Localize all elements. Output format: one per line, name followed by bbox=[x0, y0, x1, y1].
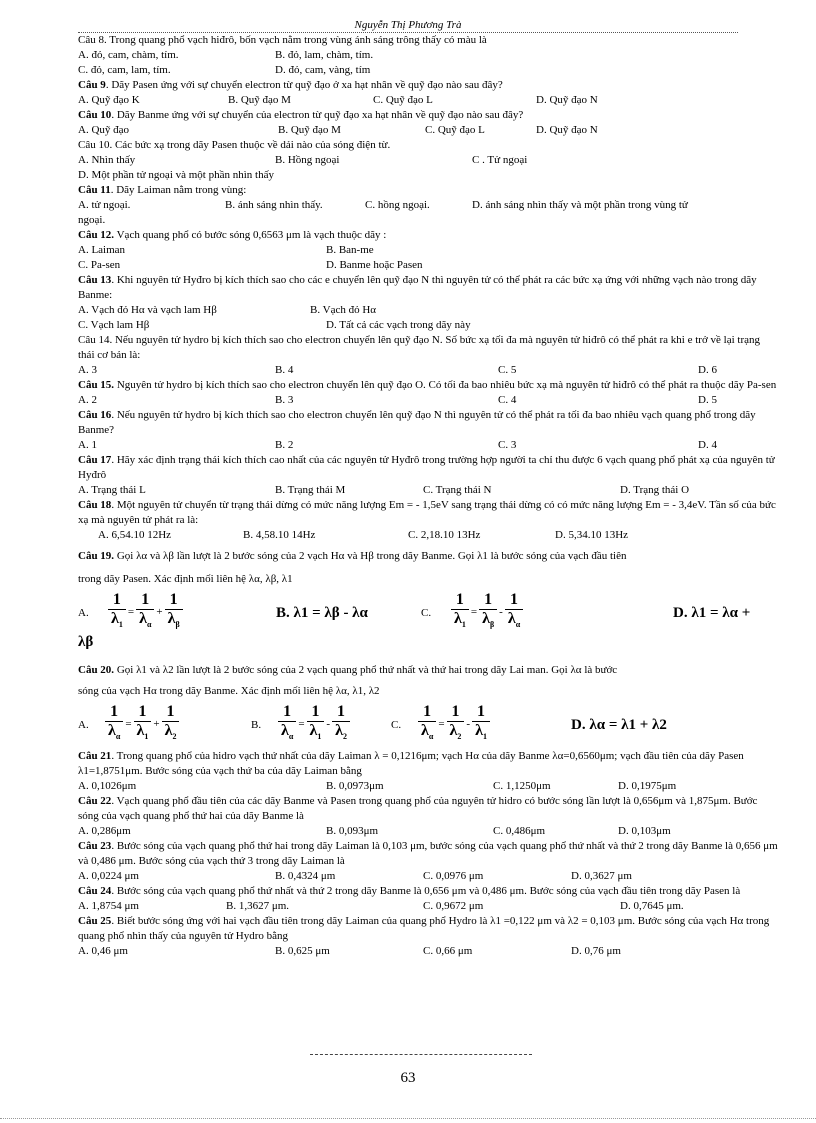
q16-option-a: A. 1 bbox=[78, 439, 97, 451]
q23-option-b: B. 0,4324 μm bbox=[275, 870, 336, 882]
q10-option-b: B. Quỹ đạo M bbox=[278, 124, 341, 136]
page-number: 63 bbox=[400, 1070, 416, 1086]
q18-text: . Một nguyên tử chuyển từ trạng thái dừng có mức năng lượng Em = - 1,5eV sang trạng thái dừng có có mức năng lượng Em = - 3,4eV. Tần số của bức xạ mà nguyên tử phát ra là: bbox=[78, 499, 776, 526]
q13-text: . Khi nguyên tử Hyđro bị kích thích sao cho các e chuyển lên quỹ đạo N thì nguyên tử có thể phát ra các bức xạ ứng với những vạch nào trong dãy Banme: bbox=[78, 274, 757, 301]
q13-option-c: C. Vạch lam Hβ bbox=[78, 319, 150, 331]
q21-label: Câu 21 bbox=[78, 750, 112, 762]
q25-option-c: C. 0,66 μm bbox=[423, 945, 473, 957]
question-8: Câu 8. Trong quang phổ vạch hiđrô, bốn vạch nằm trong vùng ánh sáng trông thấy có màu là bbox=[78, 34, 487, 46]
q25-label: Câu 25 bbox=[78, 915, 112, 927]
q16-label: Câu 16 bbox=[78, 409, 112, 421]
q21-text: . Trong quang phổ của hidro vạch thứ nhất của dãy Laiman λ = 0,1216μm; vạch Hα của dãy Banme λα=0,6560μm; vạch đầu tiên của dãy Pasen λ1=1,8751μm. Bước sóng của vạch thứ ba của dãy Laiman bằng bbox=[78, 750, 744, 777]
q18-option-c: C. 2,18.10 13Hz bbox=[408, 529, 481, 541]
question-10 bbox=[78, 108, 778, 123]
q20-options bbox=[78, 705, 778, 745]
q23-option-d: D. 0,3627 μm bbox=[571, 870, 632, 882]
q21-option-d: D. 0,1975μm bbox=[618, 780, 677, 792]
question-17 bbox=[78, 453, 778, 483]
q15-option-d: D. 5 bbox=[698, 394, 717, 406]
question-12 bbox=[78, 228, 778, 243]
q14-option-d: D. 6 bbox=[698, 364, 717, 376]
q11-label: Câu 11 bbox=[78, 184, 111, 196]
q25-option-a: A. 0,46 μm bbox=[78, 945, 128, 957]
footer-divider bbox=[310, 1054, 532, 1055]
q24-text: . Bước sóng của vạch quang phổ thứ nhất và thứ 2 trong dãy Banme là 0,656 μm và 0,486 μm. Bước sóng của vạch đầu tiên trong dãy Pasen là bbox=[111, 885, 741, 897]
q11-option-b: B. ánh sáng nhìn thấy. bbox=[225, 199, 323, 211]
q15-option-b: B. 3 bbox=[275, 394, 294, 406]
q21-option-b: B. 0,0973μm bbox=[326, 780, 384, 792]
q9-option-d: D. Quỹ đạo N bbox=[536, 94, 598, 106]
q11-option-d: D. ánh sáng nhìn thấy và một phần trong vùng tử bbox=[472, 199, 688, 211]
q10b-option-b: B. Hồng ngoại bbox=[275, 154, 340, 166]
q9-text: . Dãy Pasen ứng với sự chuyển electron từ quỹ đạo ở xa hạt nhân về quỹ đạo nào sau đây? bbox=[105, 79, 503, 91]
q16-option-c: C. 3 bbox=[498, 439, 517, 451]
question-22 bbox=[78, 794, 778, 824]
question-23 bbox=[78, 839, 778, 869]
q12-text: Vạch quang phổ có bước sóng 0,6563 μm là vạch thuộc dãy : bbox=[114, 229, 387, 241]
q19-formula-a: $\frac{1}{\lambda_1}$ = $\frac{1}{\lambda_\alpha}$ + $\frac{1}{\lambda_\beta}$ bbox=[106, 591, 276, 634]
q19-option-c: C. bbox=[421, 606, 432, 619]
q12-label: Câu 12. bbox=[78, 229, 115, 241]
q8-option-d: D. đỏ, cam, vàng, tím bbox=[275, 64, 371, 76]
q24-option-d: D. 0,7645 μm. bbox=[620, 900, 684, 912]
q13-label: Câu 13 bbox=[78, 274, 112, 286]
q15-text: Nguyên tử hydro bị kích thích sao cho electron chuyển lên quỹ đạo O. Có tối đa bao nhiêu bức xạ mà nguyên tử hiđrô có thể phát ra thuộc dãy Pa-sen bbox=[114, 379, 777, 391]
q20-text2: sóng của vạch Hα trong dãy Banme. Xác định mối liên hệ λα, λ1, λ2 bbox=[78, 685, 380, 697]
q13-option-d: D. Tất cả các vạch trong dãy này bbox=[326, 319, 471, 331]
q17-option-c: C. Trạng thái N bbox=[423, 484, 492, 496]
q10-option-a: A. Quỹ đạo bbox=[78, 124, 130, 136]
q10-label: Câu 10 bbox=[78, 109, 112, 121]
q15-option-c: C. 4 bbox=[498, 394, 517, 406]
q12-option-b: B. Ban-me bbox=[326, 244, 374, 256]
q19-formula-c: $\frac{1}{\lambda_1}$ = $\frac{1}{\lambda_\beta}$ - $\frac{1}{\lambda_\alpha}$ bbox=[449, 591, 673, 634]
q10-text: . Dãy Banme ứng với sự chuyển của electron từ quỹ đạo xa hạt nhân về quỹ đạo nào sau đây? bbox=[111, 109, 524, 121]
q9-option-b: B. Quỹ đạo M bbox=[228, 94, 291, 106]
q20-option-d: D. λα = λ1 + λ2 bbox=[571, 716, 667, 733]
q12-option-d: D. Banme hoặc Pasen bbox=[326, 259, 423, 271]
bottom-border bbox=[0, 1118, 816, 1119]
q13-option-a: A. Vạch đỏ Hα và vạch lam Hβ bbox=[78, 304, 217, 316]
q10b-option-a: A. Nhìn thấy bbox=[78, 154, 136, 166]
q19-text1: Gọi λα và λβ lần lượt là 2 bước sóng của 2 vạch Hα và Hβ trong dãy Banme. Gọi λ1 là bước sóng của vạch đầu tiên bbox=[114, 550, 627, 562]
q23-option-c: C. 0,0976 μm bbox=[423, 870, 484, 882]
q18-option-a: A. 6,54.10 12Hz bbox=[98, 529, 172, 541]
q22-option-c: C. 0,486μm bbox=[493, 825, 546, 837]
q11-option-c: C. hồng ngoại. bbox=[365, 199, 430, 211]
q12-option-a: A. Laiman bbox=[78, 244, 126, 256]
q16-option-b: B. 2 bbox=[275, 439, 294, 451]
q22-text: . Vạch quang phổ đầu tiên của các dãy Banme và Pasen trong quang phổ của nguyên tử hidro có bước sóng lần lượt là 0,656μm và 1,875μm. Bước sóng của vạch quang phổ thứ hai của dãy Banme là bbox=[78, 795, 758, 822]
q19-label: Câu 19. bbox=[78, 550, 115, 562]
question-11 bbox=[78, 183, 778, 198]
q25-option-b: B. 0,625 μm bbox=[275, 945, 330, 957]
q23-text: . Bước sóng của vạch quang phổ thứ hai trong dãy Laiman là 0,103 μm, bước sóng của vạch quang phổ thứ nhất và thứ 2 trong dãy Banme là 0,656 μm và 0,486 μm. Bước sóng của vạch thứ 3 trong dãy Laiman là bbox=[78, 840, 778, 867]
q11-option-d-cont: ngoại. bbox=[78, 214, 106, 226]
q10-option-d: D. Quỹ đạo N bbox=[536, 124, 598, 136]
q16-text: . Nếu nguyên tử hydro bị kích thích sao cho electron chuyển lên quỹ đạo N thì nguyên tử có thể phát ra tối đa bao nhiêu vạch quang phổ trong dãy Banme? bbox=[78, 409, 756, 436]
q19-options bbox=[78, 593, 778, 633]
question-18 bbox=[78, 498, 778, 528]
q17-label: Câu 17 bbox=[78, 454, 112, 466]
q21-option-a: A. 0,1026μm bbox=[78, 780, 137, 792]
question-19 bbox=[78, 549, 778, 564]
q8-option-a: A. đỏ, cam, chàm, tím. bbox=[78, 49, 179, 61]
q22-option-a: A. 0,286μm bbox=[78, 825, 131, 837]
q13-option-b: B. Vạch đỏ Hα bbox=[310, 304, 377, 316]
q20-formula-a: $\frac{1}{\lambda_\alpha}$ = $\frac{1}{\lambda_1}$ + $\frac{1}{\lambda_2}$ bbox=[103, 703, 251, 746]
question-13 bbox=[78, 273, 778, 303]
q14-option-b: B. 4 bbox=[275, 364, 294, 376]
q8-option-c: C. đỏ, cam, lam, tím. bbox=[78, 64, 171, 76]
q20-text1: Gọi λ1 và λ2 lần lượt là 2 bước sóng của 2 vạch quang phổ thứ nhất và thứ hai trong dãy Lai man. Gọi λα là bước bbox=[114, 664, 618, 676]
q20-formula-b: $\frac{1}{\lambda_\alpha}$ = $\frac{1}{\lambda_1}$ - $\frac{1}{\lambda_2}$ bbox=[276, 703, 391, 746]
q20-formula-c: $\frac{1}{\lambda_\alpha}$ = $\frac{1}{\lambda_2}$ - $\frac{1}{\lambda_1}$ bbox=[416, 703, 571, 746]
q18-option-b: B. 4,58.10 14Hz bbox=[243, 529, 316, 541]
q22-label: Câu 22 bbox=[78, 795, 112, 807]
question-list bbox=[78, 33, 778, 959]
q18-label: Câu 18 bbox=[78, 499, 112, 511]
q19-option-d-cont: λβ bbox=[78, 634, 94, 650]
q20-label: Câu 20. bbox=[78, 664, 115, 676]
q25-option-d: D. 0,76 μm bbox=[571, 945, 621, 957]
q19-option-d: D. λ1 = λα + bbox=[673, 604, 751, 621]
q17-text: . Hãy xác định trạng thái kích thích cao nhất của các nguyên tử Hyđrô trong trường hợp người ta chỉ thu được 6 vạch quang phổ phát xạ của nguyên tử Hyđrô bbox=[78, 454, 775, 481]
q10b-option-c: C . Tử ngoại bbox=[472, 154, 528, 166]
q11-option-a: A. tử ngoại. bbox=[78, 199, 131, 211]
question-10b: Câu 10. Các bức xạ trong dãy Pasen thuộc về dải nào của sóng điện từ. bbox=[78, 139, 391, 151]
q24-option-a: A. 1,8754 μm bbox=[78, 900, 139, 912]
question-16 bbox=[78, 408, 778, 438]
q15-label: Câu 15. bbox=[78, 379, 115, 391]
q20-option-c: C. bbox=[391, 718, 402, 731]
q20-option-b: B. bbox=[251, 718, 262, 731]
question-25 bbox=[78, 914, 778, 944]
q15-option-a: A. 2 bbox=[78, 394, 97, 406]
q10-option-c: C. Quỹ đạo L bbox=[425, 124, 485, 136]
q22-option-d: D. 0,103μm bbox=[618, 825, 671, 837]
question-24 bbox=[78, 884, 778, 899]
q18-option-d: D. 5,34.10 13Hz bbox=[555, 529, 629, 541]
q23-label: Câu 23 bbox=[78, 840, 112, 852]
q22-option-b: B. 0,093μm bbox=[326, 825, 379, 837]
q21-option-c: C. 1,1250μm bbox=[493, 780, 551, 792]
q14-option-a: A. 3 bbox=[78, 364, 97, 376]
q12-option-c: C. Pa-sen bbox=[78, 259, 121, 271]
q17-option-b: B. Trạng thái M bbox=[275, 484, 346, 496]
q20-option-a: A. bbox=[78, 718, 89, 731]
q9-label: Câu 9 bbox=[78, 79, 106, 91]
question-15 bbox=[78, 378, 778, 393]
q17-option-a: A. Trạng thái L bbox=[78, 484, 146, 496]
q10b-option-d: D. Một phần tử ngoại và một phần nhìn thấy bbox=[78, 169, 274, 181]
q19-text2: trong dãy Pasen. Xác định mối liên hệ λα, λβ, λ1 bbox=[78, 573, 293, 585]
q24-option-c: C. 0,9672 μm bbox=[423, 900, 484, 912]
q19-option-a: A. bbox=[78, 606, 89, 619]
q16-option-d: D. 4 bbox=[698, 439, 717, 451]
question-20 bbox=[78, 663, 778, 678]
q11-text: . Dãy Laiman nằm trong vùng: bbox=[110, 184, 247, 196]
q9-option-a: A. Quỹ đạo K bbox=[78, 94, 140, 106]
q9-option-c: C. Quỹ đạo L bbox=[373, 94, 433, 106]
page-header: Nguyễn Thị Phương Trà bbox=[78, 18, 738, 33]
q14-option-c: C. 5 bbox=[498, 364, 517, 376]
q17-option-d: D. Trạng thái O bbox=[620, 484, 690, 496]
q24-option-b: B. 1,3627 μm. bbox=[226, 900, 290, 912]
q24-label: Câu 24 bbox=[78, 885, 112, 897]
q23-option-a: A. 0,0224 μm bbox=[78, 870, 139, 882]
question-21 bbox=[78, 749, 778, 779]
question-9 bbox=[78, 78, 778, 93]
q19-option-b: B. λ1 = λβ - λα bbox=[276, 604, 368, 621]
q8-option-b: B. đỏ, lam, chàm, tím. bbox=[275, 49, 374, 61]
question-14: Câu 14. Nếu nguyên tử hydro bị kích thích sao cho electron chuyển lên quỹ đạo N. Số bức xạ tối đa mà nguyên tử hiđrô có thể phát ra khi e trở về lại trạng thái cơ bản là: bbox=[78, 334, 760, 361]
q25-text: . Biết bước sóng ứng với hai vạch đầu tiên trong dãy Laiman của quang phổ Hydro là λ1 =0,122 μm và λ2 = 0,103 μm. Bước sóng của vạch Hα trong quang phổ nhìn thấy của nguyên tử Hydro bằng bbox=[78, 915, 770, 942]
